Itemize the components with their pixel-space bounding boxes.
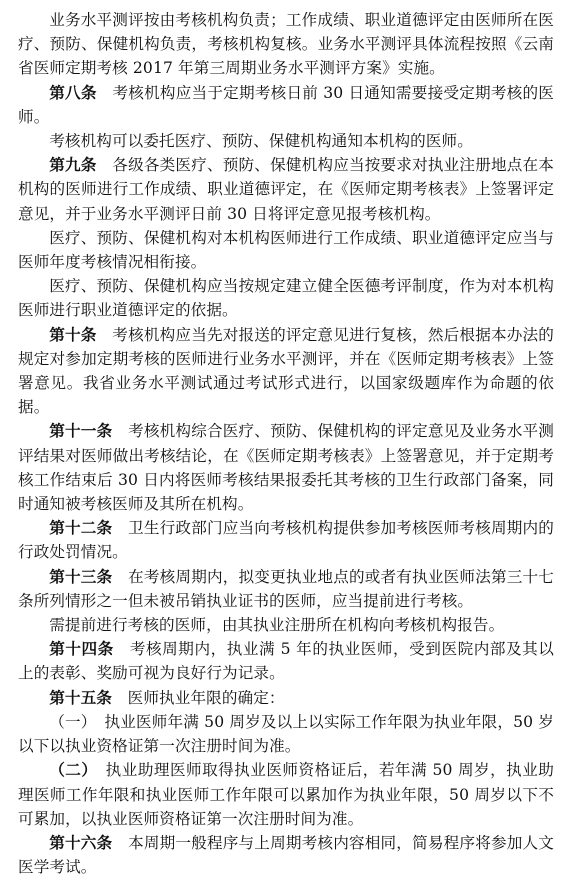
paragraph-article-11 <box>18 419 554 516</box>
paragraph-text: 医疗、预防、保健机构应当按规定建立健全医德考评制度，作为对本机构医师进行职业道德评定的依据。 <box>18 277 554 320</box>
article-label: 第八条 <box>49 82 97 102</box>
paragraph-text: 业务水平测评按由考核机构负责；工作成绩、职业道德评定由医师所在医疗、预防、保健机构负责，考核机构复核。业务水平测评具体流程按照《云南省医师定期考核 2017 年第三周期业务水平测评方案》实施。 <box>18 11 554 78</box>
paragraph-text: 医师执业年限的确定： <box>111 688 285 707</box>
paragraph-text: 各级各类医疗、预防、保健机构应当按要求对执业注册地点在本机构的医师进行工作成绩、职业道德评定，在《医师定期考核表》上签署评定意见，并于业务水平测评日前 30 日将评定意见报考核机构。 <box>18 156 554 223</box>
article-label: 第十二条 <box>49 518 113 538</box>
paragraph-text: 在考核周期内，拟变更执业地点的或者有执业医师法第三十七条所列情形之一但未被吊销执业证书的医师，应当提前进行考核。 <box>18 567 554 610</box>
paragraph-article-15 <box>18 686 554 710</box>
paragraph-article-8-notice <box>18 129 554 153</box>
paragraph-article-9 <box>18 153 554 226</box>
paragraph-article-12 <box>18 516 554 564</box>
article-label: 第十条 <box>49 324 97 344</box>
article-label: 第十三条 <box>49 566 113 586</box>
paragraph-text: 考核机构应当于定期考核日前 30 日通知需要接受定期考核的医师。 <box>18 83 554 126</box>
paragraph-text: （一） 执业医师年满 50 周岁及以上以实际工作年限为执业年限，50 岁以下以执业资格证第一次注册时间为准。 <box>18 712 554 756</box>
paragraph-text: 需提前进行考核的医师，由其执业注册所在机构向考核机构报告。 <box>49 616 505 635</box>
paragraph-article-9-ethics <box>18 274 554 322</box>
paragraph-text: 本周期一般程序与上周期考核内容相同，简易程序将参加人文医学考试。 <box>18 833 554 877</box>
paragraph-article-13 <box>18 565 554 613</box>
article-label: 第十五条 <box>49 687 112 707</box>
article-label: 第十六条 <box>49 832 113 852</box>
paragraph-article-10 <box>18 323 554 420</box>
paragraph-text: 考核周期内，执业满 5 年的执业医师，受到医院内部及其以上的表彰、奖励可视为良好行为记录。 <box>18 640 554 683</box>
paragraph-article-8 <box>18 81 554 129</box>
paragraph-text: 考核机构可以委托医疗、预防、保健机构通知本机构的医师。 <box>49 132 473 151</box>
article-label: 第九条 <box>49 155 97 175</box>
article-label: （二） <box>49 760 90 780</box>
paragraph-article-14 <box>18 637 554 685</box>
paragraph-article-13-report <box>18 613 554 637</box>
paragraph-text: 考核机构应当先对报送的评定意见进行复核，然后根据本办法的规定对参加定期考核的医师进行业务水平测评，并在《医师定期考核表》上签署意见。我省业务水平测试通过考试形式进行，以国家级题库作为命题的依据。 <box>18 325 554 417</box>
article-label: 第十一条 <box>49 421 113 441</box>
paragraph-article-15-item-1 <box>18 710 554 758</box>
paragraph-evaluation-responsibility <box>18 8 554 81</box>
paragraph-article-15-item-2 <box>18 758 554 831</box>
paragraph-text: 考核机构综合医疗、预防、保健机构的评定意见及业务水平测评结果对医师做出考核结论，在《医师定期考核表》上签署意见，并于定期考核工作结束后 30 日内将医师考核结果报委托其考核的卫生行政部门备案，同时通知被考核医师及其所在机构。 <box>18 422 554 514</box>
article-label: 第十四条 <box>49 639 114 659</box>
paragraph-text: 卫生行政部门应当向考核机构提供参加考核医师考核周期内的行政处罚情况。 <box>18 519 554 562</box>
paragraph-text: 医疗、预防、保健机构对本机构医师进行工作成绩、职业道德评定应当与医师年度考核情况相衔接。 <box>18 228 554 272</box>
paragraph-article-9-annual <box>18 226 554 274</box>
paragraph-article-16 <box>18 831 554 879</box>
paragraph-text: 执业助理医师取得执业医师资格证后，若年满 50 周岁，执业助理医师工作年限和执业医师工作年限可以累加作为执业年限，50 周岁以下不可累加，以执业医师资格证第一次注册时间为准。 <box>18 761 554 828</box>
